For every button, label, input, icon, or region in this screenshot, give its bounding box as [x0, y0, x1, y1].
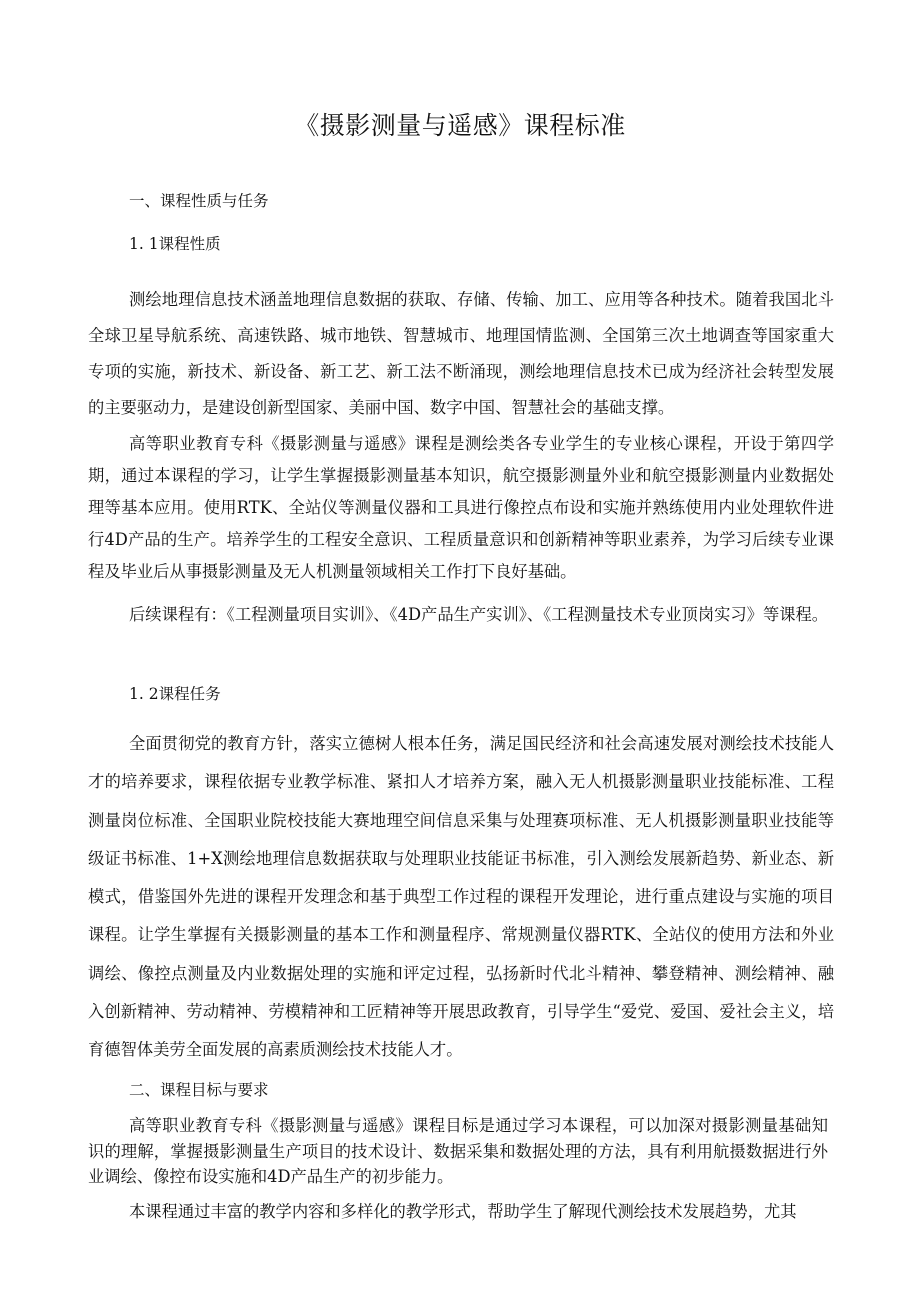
paragraph-course-tasks: 全面贯彻党的教育方针，落实立德树人根本任务，满足国民经济和社会高速发展对测绘技术技能人才的培养要求，课程依据专业教学标准、紧扣人才培养方案，融入无人机摄影测量职业技能标准、工程测量岗位标准、全国职业院校技能大赛地理空间信息采集与处理赛项标准、无人机摄影测量职业技能等级证书标准、1+X测绘地理信息数据获取与处理职业技能证书标准，引入测绘发展新趋势、新业态、新模式，借鉴国外先进的课程开发理念和基于典型工作过程的课程开发理论，进行重点建设与实施的项目课程。让学生掌握有关摄影测量的基本工作和测量程序、常规测量仪器RTK、全站仪的使用方法和外业调绘、像控点测量及内业数据处理的实施和评定过程，弘扬新时代北斗精神、攀登精神、测绘精神、融入创新精神、劳动精神、劳模精神和工匠精神等开展思政教育，引导学生“爱党、爱国、爱社会主义，培育德智体美劳全面发展的高素质测绘技术技能人才。	[88, 734, 834, 1060]
paragraph-course-objectives-1: 高等职业教育专科《摄影测量与遥感》课程目标是通过学习本课程，可以加深对摄影测量基础知识的理解，掌握摄影测量生产项目的技术设计、数据采集和数据处理的方法，具有利用航摄数据进行外业调绘、像控布设实施和4D产品生产的初步能力。	[88, 1116, 828, 1186]
paragraph-course-nature-2: 高等职业教育专科《摄影测量与遥感》课程是测绘类各专业学生的专业核心课程，开设于第四学期，通过本课程的学习，让学生掌握摄影测量基本知识，航空摄影测量外业和航空摄影测量内业数据处理等基本应用。使用RTK、全站仪等测量仪器和工具进行像控点布设和实施并熟练使用内业处理软件进行4D产品的生产。培养学生的工程安全意识、工程质量意识和创新精神等职业素养，为学习后续专业课程及毕业后从事摄影测量及无人机测量领域相关工作打下良好基础。	[88, 434, 834, 581]
subsection-1-2-heading: 1. 2课程任务	[129, 685, 221, 703]
section-2-heading: 二、课程目标与要求	[129, 1081, 269, 1099]
paragraph-follow-up-courses: 后续课程有：《工程测量项目实训》、《4D产品生产实训》、《工程测量技术专业顶岗实习》等课程。	[129, 605, 829, 624]
paragraph-course-objectives-2: 本课程通过丰富的教学内容和多样化的教学形式，帮助学生了解现代测绘技术发展趋势，尤其	[129, 1202, 797, 1221]
document-title: 《摄影测量与遥感》课程标准	[294, 111, 626, 140]
paragraph-course-nature-1: 测绘地理信息技术涵盖地理信息数据的获取、存储、传输、加工、应用等各种技术。随着我国北斗全球卫星导航系统、高速铁路、城市地铁、智慧城市、地理国情监测、全国第三次土地调查等国家重大专项的实施，新技术、新设备、新工艺、新工法不断涌现，测绘地理信息技术已成为经济社会转型发展的主要驱动力，是建设创新型国家、美丽中国、数字中国、智慧社会的基础支撑。	[88, 290, 834, 417]
subsection-1-1-heading: 1. 1课程性质	[129, 235, 221, 253]
section-1-heading: 一、课程性质与任务	[129, 192, 269, 210]
